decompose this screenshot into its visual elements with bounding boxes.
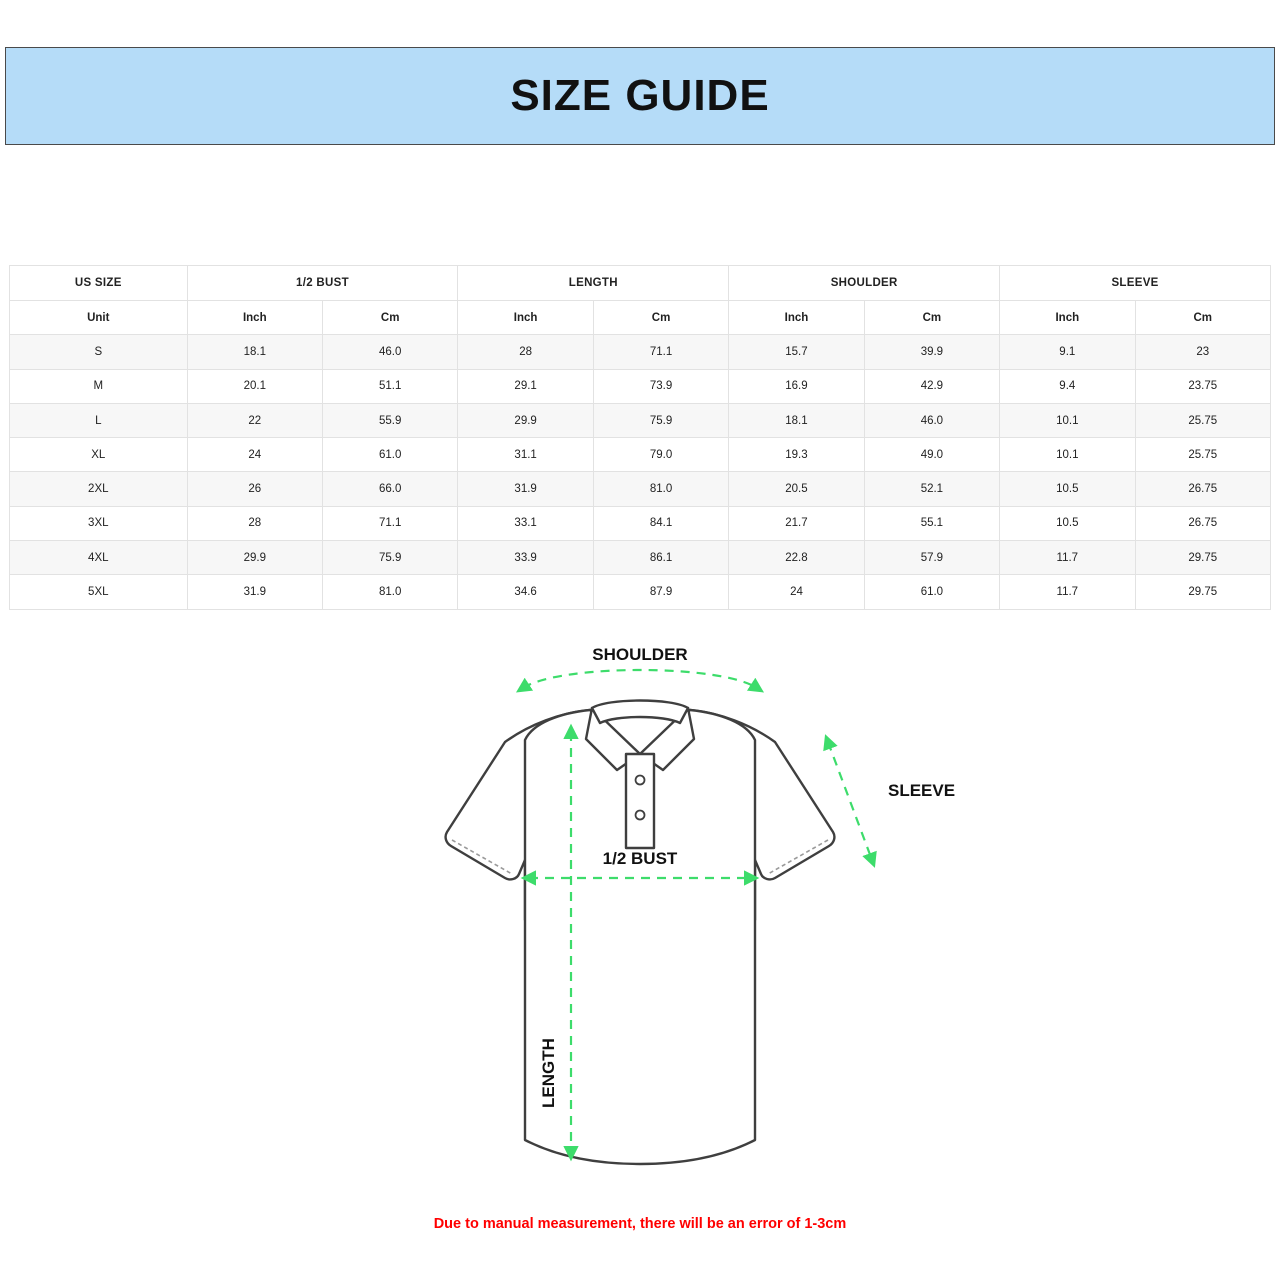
value-cell: 19.3 [729,438,864,472]
value-cell: 23.75 [1135,369,1270,403]
size-cell: XL [10,438,188,472]
table-row [10,472,1271,506]
unit-cell: Cm [322,301,457,335]
table-row [10,335,1271,369]
table-header-row [10,266,1271,301]
value-cell: 55.9 [322,403,457,437]
value-cell: 29.1 [458,369,593,403]
length-label: LENGTH [539,1038,558,1108]
size-cell: 5XL [10,575,188,609]
unit-cell: Inch [729,301,864,335]
value-cell: 57.9 [864,541,999,575]
value-cell: 11.7 [1000,541,1135,575]
value-cell: 84.1 [593,506,728,540]
value-cell: 81.0 [593,472,728,506]
unit-cell: Inch [458,301,593,335]
value-cell: 10.5 [1000,506,1135,540]
table-row [10,506,1271,540]
sleeve-label: SLEEVE [888,781,956,800]
table-row [10,403,1271,437]
table-header-sleeve: SLEEVE [1000,266,1271,301]
value-cell: 81.0 [322,575,457,609]
table-header-shoulder: SHOULDER [729,266,1000,301]
measurement-disclaimer: Due to manual measurement, there will be an error of 1-3cm [433,1216,847,1232]
value-cell: 86.1 [593,541,728,575]
value-cell: 87.9 [593,575,728,609]
value-cell: 28 [187,506,322,540]
value-cell: 46.0 [322,335,457,369]
unit-cell: Cm [864,301,999,335]
value-cell: 20.1 [187,369,322,403]
size-cell: 4XL [10,541,188,575]
value-cell: 49.0 [864,438,999,472]
value-cell: 46.0 [864,403,999,437]
size-cell: M [10,369,188,403]
value-cell: 23 [1135,335,1270,369]
value-cell: 10.5 [1000,472,1135,506]
value-cell: 16.9 [729,369,864,403]
value-cell: 15.7 [729,335,864,369]
value-cell: 21.7 [729,506,864,540]
value-cell: 9.4 [1000,369,1135,403]
table-row [10,541,1271,575]
table-header-half-bust: 1/2 BUST [187,266,458,301]
value-cell: 25.75 [1135,403,1270,437]
value-cell: 26.75 [1135,506,1270,540]
size-guide-banner [5,47,1275,145]
table-body [10,301,1271,610]
shoulder-label: SHOULDER [592,645,688,664]
value-cell: 42.9 [864,369,999,403]
value-cell: 34.6 [458,575,593,609]
value-cell: 24 [187,438,322,472]
table-row [10,575,1271,609]
value-cell: 25.75 [1135,438,1270,472]
value-cell: 29.75 [1135,541,1270,575]
value-cell: 10.1 [1000,403,1135,437]
size-cell: 2XL [10,472,188,506]
shirt-outline-icon [446,701,835,1165]
value-cell: 9.1 [1000,335,1135,369]
table-header-length: LENGTH [458,266,729,301]
value-cell: 75.9 [593,403,728,437]
value-cell: 66.0 [322,472,457,506]
value-cell: 71.1 [322,506,457,540]
size-table-container [9,265,1271,610]
value-cell: 26 [187,472,322,506]
value-cell: 39.9 [864,335,999,369]
value-cell: 26.75 [1135,472,1270,506]
table-row [10,438,1271,472]
unit-cell: Cm [593,301,728,335]
unit-cell: Inch [187,301,322,335]
value-cell: 79.0 [593,438,728,472]
value-cell: 10.1 [1000,438,1135,472]
page-title: SIZE GUIDE [510,71,770,120]
value-cell: 28 [458,335,593,369]
value-cell: 18.1 [187,335,322,369]
size-table [9,265,1271,610]
value-cell: 31.9 [458,472,593,506]
value-cell: 71.1 [593,335,728,369]
value-cell: 29.9 [458,403,593,437]
value-cell: 33.9 [458,541,593,575]
value-cell: 22.8 [729,541,864,575]
table-row [10,369,1271,403]
value-cell: 24 [729,575,864,609]
value-cell: 51.1 [322,369,457,403]
size-cell: L [10,403,188,437]
table-head [10,266,1271,301]
value-cell: 22 [187,403,322,437]
measurement-diagram [0,620,1280,1200]
shoulder-measure-arrow [523,670,757,688]
unit-cell: Unit [10,301,188,335]
unit-cell: Inch [1000,301,1135,335]
value-cell: 75.9 [322,541,457,575]
half-bust-label: 1/2 BUST [602,849,678,868]
value-cell: 29.75 [1135,575,1270,609]
value-cell: 29.9 [187,541,322,575]
value-cell: 55.1 [864,506,999,540]
value-cell: 31.1 [458,438,593,472]
value-cell: 11.7 [1000,575,1135,609]
value-cell: 61.0 [322,438,457,472]
value-cell: 52.1 [864,472,999,506]
size-cell: S [10,335,188,369]
value-cell: 33.1 [458,506,593,540]
value-cell: 18.1 [729,403,864,437]
value-cell: 31.9 [187,575,322,609]
value-cell: 61.0 [864,575,999,609]
unit-cell: Cm [1135,301,1270,335]
size-cell: 3XL [10,506,188,540]
value-cell: 20.5 [729,472,864,506]
table-header-us-size: US SIZE [10,266,188,301]
table-row [10,301,1271,335]
value-cell: 73.9 [593,369,728,403]
sleeve-measure-arrow [828,742,872,860]
